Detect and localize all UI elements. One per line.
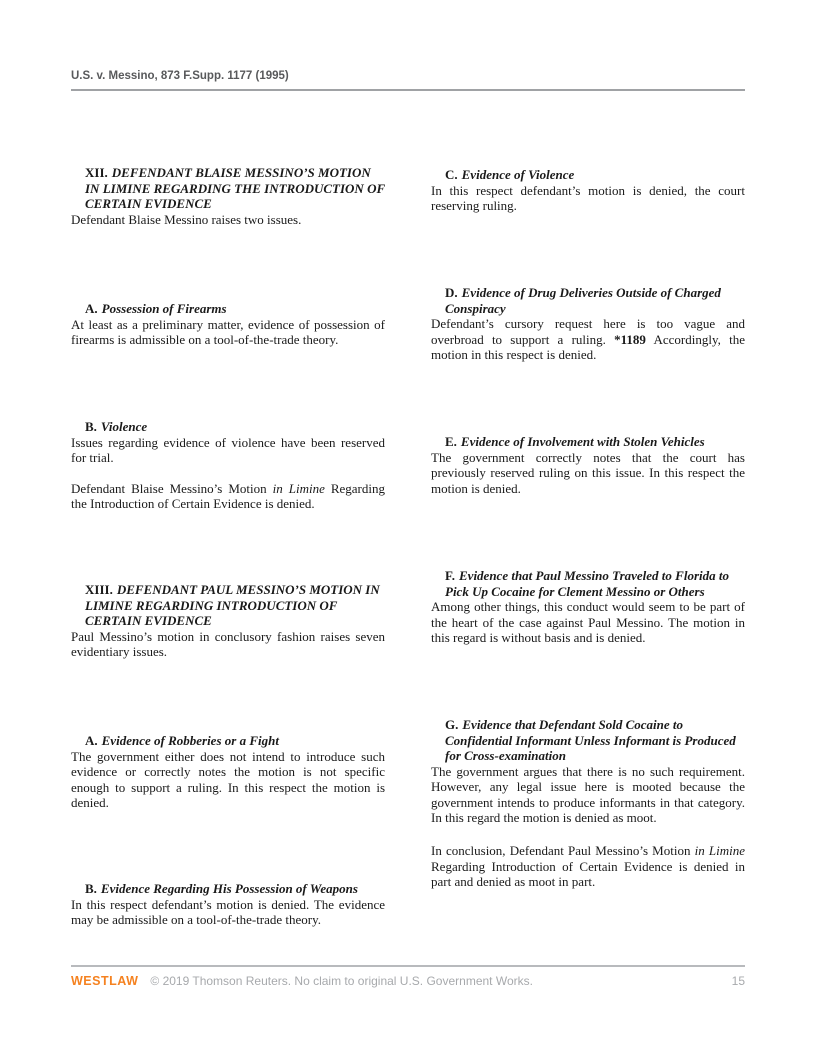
subsection-title: Evidence of Robberies or a Fight	[101, 733, 279, 748]
subsection-xiii-f	[431, 568, 745, 646]
conclusion-block	[431, 843, 745, 890]
subsection-number: B.	[85, 419, 97, 434]
subsection-heading	[431, 167, 745, 183]
subsection-title: Evidence that Paul Messino Traveled to Florida to Pick Up Cocaine for Clement Messino or Others	[445, 568, 729, 599]
paragraph: In this respect defendant’s motion is denied. The evidence may be admissible on a tool-of-the-trade theory.	[71, 896, 385, 927]
subsection-xii-a	[71, 301, 385, 348]
footer-rule	[71, 965, 745, 967]
section-xiii-heading	[71, 582, 385, 629]
latin-phrase: in Limine	[272, 480, 325, 496]
subsection-heading	[431, 717, 745, 764]
ruling-paragraph: Defendant Blaise Messino’s Motion in Limine Regarding the Introduction of Certain Evidence is denied.	[71, 480, 385, 511]
paragraph: Defendant’s cursory request here is too vague and overbroad to support a ruling. *1189 Accordingly, the motion in this respect is denied.	[431, 316, 745, 362]
conclusion-paragraph: In conclusion, Defendant Paul Messino’s Motion in Limine Regarding Introduction of Certain Evidence is denied in part and denied as moot in part.	[431, 843, 745, 889]
copyright-text: © 2019 Thomson Reuters. No claim to original U.S. Government Works.	[150, 974, 533, 988]
paragraph: The government correctly notes that the court has previously reserved ruling on this issue. In this respect the motion is denied.	[431, 449, 745, 496]
paragraph: The government argues that there is no such requirement. However, any legal issue here is mooted because the government intends to produce informants in that category. In this regard the motion is denied as moot.	[431, 763, 745, 825]
star-pagination: *1189	[614, 331, 646, 347]
subsection-xiii-c	[431, 167, 745, 214]
subsection-heading	[71, 881, 385, 897]
subsection-xii-b	[71, 419, 385, 512]
paragraph: Among other things, this conduct would seem to be part of the heart of the case against Paul Messino. The motion in this regard is without basis and is denied.	[431, 599, 745, 645]
subsection-heading	[71, 301, 385, 317]
section-title: DEFENDANT PAUL MESSINO’S MOTION IN LIMINE REGARDING INTRODUCTION OF CERTAIN EVIDENCE	[85, 582, 380, 628]
section-xiii	[71, 582, 385, 660]
section-xii	[71, 165, 385, 227]
subsection-number: A.	[85, 733, 98, 748]
subsection-heading	[431, 434, 745, 450]
subsection-title: Evidence Regarding His Possession of Weapons	[100, 881, 358, 896]
section-title: DEFENDANT BLAISE MESSINO’S MOTION IN LIMINE REGARDING THE INTRODUCTION OF CERTAIN EVIDENCE	[85, 165, 385, 211]
latin-phrase: in Limine	[694, 843, 745, 858]
section-xii-intro: Defendant Blaise Messino raises two issues.	[71, 211, 302, 227]
section-xii-heading	[71, 165, 385, 212]
subsection-xiii-e	[431, 434, 745, 496]
subsection-title: Violence	[100, 419, 148, 434]
footer	[71, 974, 745, 988]
subsection-title: Evidence of Drug Deliveries Outside of Charged Conspiracy	[445, 285, 721, 316]
subsection-number: D.	[445, 285, 458, 300]
subsection-heading	[71, 733, 385, 749]
section-xiii-intro: Paul Messino’s motion in conclusory fashion raises seven evidentiary issues.	[71, 628, 385, 659]
subsection-xiii-d	[431, 285, 745, 363]
page-number: 15	[731, 974, 745, 988]
subsection-number: A.	[85, 301, 98, 316]
subsection-xiii-a	[71, 733, 385, 811]
subsection-number: E.	[445, 434, 457, 449]
section-number: XIII.	[85, 582, 113, 597]
westlaw-logo: WESTLAW	[71, 974, 139, 988]
paragraph: At least as a preliminary matter, evidence of possession of firearms is admissible on a tool-of-the-trade theory.	[71, 316, 385, 347]
subsection-xiii-g	[431, 717, 745, 826]
subsection-number: B.	[85, 881, 97, 896]
subsection-title: Evidence of Involvement with Stolen Vehicles	[460, 434, 705, 449]
case-citation: U.S. v. Messino, 873 F.Supp. 1177 (1995)	[71, 70, 289, 82]
subsection-number: F.	[445, 568, 455, 583]
subsection-title: Evidence that Defendant Sold Cocaine to Confidential Informant Unless Informant is Produced for Cross-examination	[445, 717, 736, 763]
subsection-number: G.	[445, 717, 459, 732]
paragraph: In this respect defendant’s motion is denied, the court reserving ruling.	[431, 182, 745, 213]
subsection-number: C.	[445, 167, 458, 182]
header-rule	[71, 89, 745, 91]
subsection-title: Possession of Firearms	[101, 301, 227, 316]
subsection-heading	[71, 419, 385, 435]
paragraph: The government either does not intend to introduce such evidence or correctly notes the motion is not specific enough to support a ruling. In this respect the motion is denied.	[71, 748, 385, 810]
subsection-title: Evidence of Violence	[461, 167, 575, 182]
section-number: XII.	[85, 165, 108, 180]
subsection-heading	[431, 568, 745, 599]
subsection-heading	[431, 285, 745, 316]
paragraph: Issues regarding evidence of violence have been reserved for trial.	[71, 434, 385, 465]
subsection-xiii-b	[71, 881, 385, 928]
